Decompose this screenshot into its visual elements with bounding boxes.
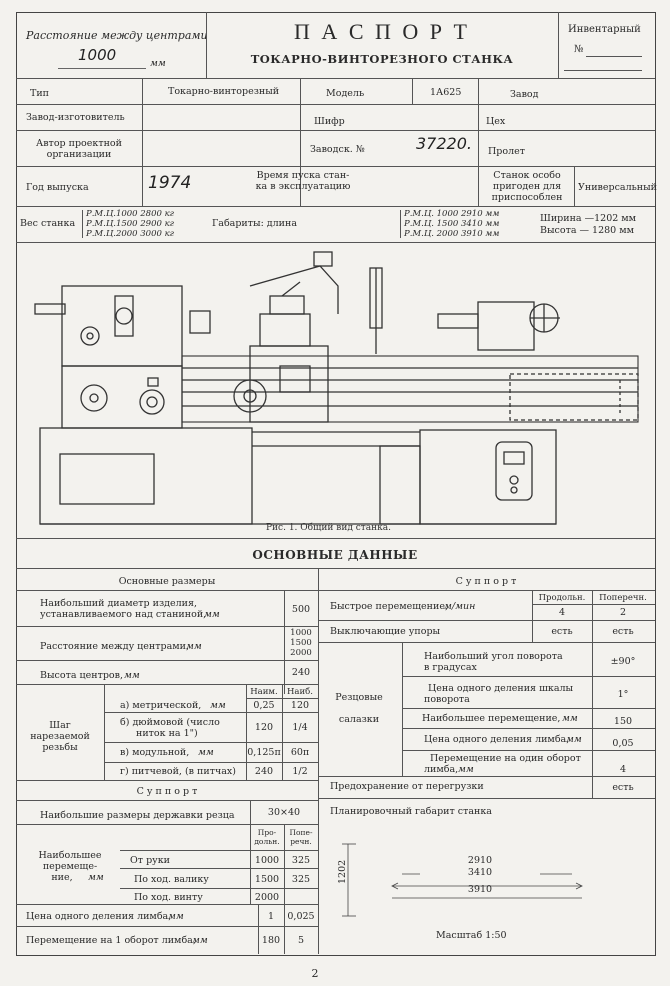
slide-dial-unit: мм xyxy=(566,734,582,745)
inventory-no-label: № xyxy=(574,44,584,55)
holder-label: Наибольшие размеры державки резца xyxy=(40,810,235,821)
slide-label-1: Резцовые xyxy=(335,692,383,703)
travel-shaft-cross: 325 xyxy=(291,874,311,885)
width-value: Ширина —1202 мм xyxy=(540,213,637,224)
layout-label: Планировочный габарит станка xyxy=(330,806,492,817)
max-diam-value: 500 xyxy=(291,604,311,615)
thread-inch-label: б) дюймовой (число xyxy=(120,717,220,728)
maker-label: Завод-изготовитель xyxy=(26,112,125,123)
type-label: Тип xyxy=(30,88,49,99)
travel-hand-cross: 325 xyxy=(291,855,311,866)
slide-angle-label-2: в градусах xyxy=(424,662,477,673)
weight-row-2: Р.М.Ц.1500 2900 кг xyxy=(86,219,174,229)
travel-screw-label: По ход. винту xyxy=(134,892,203,903)
slide-turn-label: Перемещение на один оборот xyxy=(430,753,581,764)
year-label: Год выпуска xyxy=(26,182,89,193)
start-label-2: ка в эксплуатацию xyxy=(255,181,351,192)
thread-inch-min: 120 xyxy=(254,722,274,733)
model-label: Модель xyxy=(326,88,365,99)
author-label-1: Автор проектной xyxy=(36,138,122,149)
thread-col-max: Наиб. xyxy=(287,687,313,697)
special-label-2: пригоден для xyxy=(492,181,562,192)
thread-pitch-max: 1/2 xyxy=(292,766,308,777)
center-dist-unit: мм xyxy=(186,641,202,652)
travel-col-cross-1: Попе- xyxy=(289,828,313,837)
main-title-line xyxy=(16,568,655,569)
max-diam-label-1: Наибольший диаметр изделия, xyxy=(40,598,198,609)
travel-shaft-label: По ход. валику xyxy=(134,874,209,885)
slide-label-2: салазки xyxy=(338,714,380,725)
slide-turn-value: 4 xyxy=(619,764,627,775)
thread-col-min: Наим. xyxy=(250,687,278,697)
travel-unit: мм xyxy=(88,872,104,883)
figure-bottom-line xyxy=(16,538,655,539)
thread-label-2: нарезаемой xyxy=(30,731,90,742)
length-bracket xyxy=(400,210,401,238)
travel-col-cross-2: речн. xyxy=(290,837,312,846)
thread-module-min: 0,125π xyxy=(247,747,281,758)
center-dist-label: Расстояние между центрами, xyxy=(40,641,189,652)
travel-col-long-1: Про- xyxy=(257,828,277,837)
weight-row-3: Р.М.Ц.2000 3000 кг xyxy=(86,229,174,239)
grid-line-1 xyxy=(16,104,655,105)
headstock xyxy=(62,286,182,366)
author-label-2: организации xyxy=(46,149,112,160)
gearbox xyxy=(62,366,182,428)
figure-caption: Рис. 1. Общий вид станка. xyxy=(266,523,391,533)
dial-div-long: 1 xyxy=(267,911,275,922)
scale-label: Масштаб 1:50 xyxy=(436,930,507,941)
thread-metric-unit: мм xyxy=(210,700,226,711)
length-row-2: Р.М.Ц. 1500 3410 мм xyxy=(404,219,500,229)
grid-line-2 xyxy=(16,130,655,131)
dial-turn-long: 180 xyxy=(261,935,281,946)
thread-module-unit: мм xyxy=(198,747,214,758)
slide-angle-value: ±90° xyxy=(610,656,636,667)
model-value: 1А625 xyxy=(430,87,462,98)
length-row-3: Р.М.Ц. 2000 3910 мм xyxy=(404,229,500,239)
slide-scale-label: Цена одного деления шкалы xyxy=(428,683,574,694)
rapid-unit: м/мин xyxy=(444,601,476,612)
stops-cross: есть xyxy=(612,626,634,637)
stops-label: Выключающие упоры xyxy=(330,626,441,637)
carriage-apron xyxy=(250,346,328,422)
dial-div-cross: 0,025 xyxy=(287,911,315,922)
grid-v-5 xyxy=(574,166,575,206)
main-title: ОСНОВНЫЕ ДАННЫЕ xyxy=(252,548,418,562)
max-diam-label-2: устанавливаемого над станиной, xyxy=(40,609,207,620)
slide-turn-unit: мм xyxy=(458,764,474,775)
dial-turn-label: Перемещение на 1 оборот лимба, xyxy=(26,935,196,946)
inventory-line-1 xyxy=(586,56,642,57)
center-dist-1000: 1000 xyxy=(290,628,312,638)
special-value: Универсальный xyxy=(578,182,657,193)
dial-div-label: Цена одного деления лимба, xyxy=(26,911,172,922)
weight-row-1: Р.М.Ц.1000 2800 кг xyxy=(86,209,174,219)
thread-metric-min: 0,25 xyxy=(253,700,275,711)
layout-length-3410: 3410 xyxy=(420,867,540,878)
distance-label: Расстояние между центрами xyxy=(26,29,208,42)
layout-dimension-sketch xyxy=(332,830,652,930)
left-section-title: Основные размеры xyxy=(118,576,216,587)
slide-scale-label-2: поворота xyxy=(424,694,470,705)
dial-turn-unit: мм xyxy=(192,935,208,946)
distance-underline xyxy=(58,68,146,69)
center-height-value: 240 xyxy=(291,667,311,678)
right-cabinet xyxy=(420,430,556,524)
overload-label: Предохранение от перегрузки xyxy=(330,781,484,792)
slide-angle-label: Наибольший угол поворота xyxy=(424,651,563,662)
center-height-label: Высота центров, xyxy=(40,670,124,681)
max-diam-unit: мм xyxy=(204,609,220,620)
passport-title: П А С П О Р Т xyxy=(294,19,470,44)
slide-travel-unit: мм xyxy=(562,713,578,724)
slide-dial-label: Цена одного деления лимба, xyxy=(424,734,570,745)
layout-length-2910: 2910 xyxy=(467,855,493,866)
page-number: 2 xyxy=(311,967,319,980)
right-col-long: Продольн. xyxy=(538,593,586,603)
lathe-drawing xyxy=(20,246,650,536)
start-label-1: Время пуска стан- xyxy=(256,170,350,181)
code-label: Шифр xyxy=(314,116,345,127)
left-support-title: С у п п о р т xyxy=(136,786,198,797)
travel-label-2: перемеще- xyxy=(42,861,98,872)
header-divider-right xyxy=(558,12,559,78)
center-dist-1500: 1500 xyxy=(290,638,312,648)
slide-travel-label: Наибольшее перемещение, xyxy=(422,713,561,724)
travel-label-1: Наибольшее xyxy=(38,850,102,861)
travel-col-long-2: дольн. xyxy=(254,837,280,846)
grid-v-3 xyxy=(412,78,413,104)
speed-dial-icon xyxy=(116,308,132,324)
dial-turn-cross: 5 xyxy=(297,935,305,946)
thread-metric-max: 120 xyxy=(290,700,310,711)
slide-turn-label-2: лимба, xyxy=(424,764,459,775)
slide-dial-value: 0,05 xyxy=(612,738,634,749)
special-label-1: Станок особо xyxy=(493,170,561,181)
lamp-icon xyxy=(314,252,332,266)
grid-v-4 xyxy=(478,78,479,206)
holder-value: 30×40 xyxy=(267,807,301,818)
dims-label: Габариты: длина xyxy=(212,218,297,229)
grid-top-line xyxy=(16,78,655,79)
type-value: Токарно-винторезный xyxy=(168,86,280,97)
grid-line-3 xyxy=(16,166,655,167)
travel-screw-long: 2000 xyxy=(254,892,280,903)
layout-width-value: 1202 xyxy=(337,859,348,884)
thread-inch-max: 1/4 xyxy=(292,722,308,733)
tailstock xyxy=(478,302,534,350)
serial-value: 37220. xyxy=(416,134,472,153)
year-value: 1974 xyxy=(148,173,192,193)
travel-hand-long: 1000 xyxy=(254,855,280,866)
height-value: Высота — 1280 мм xyxy=(540,225,635,236)
slide-travel-value: 150 xyxy=(613,716,633,727)
grid-v-1 xyxy=(142,78,143,206)
left-cabinet xyxy=(40,428,252,524)
overload-value: есть xyxy=(612,782,634,793)
middle-divider xyxy=(318,568,319,954)
travel-hand-label: От руки xyxy=(130,855,171,866)
length-row-1: Р.М.Ц. 1000 2910 мм xyxy=(404,209,500,219)
slide-scale-value: 1° xyxy=(617,689,629,700)
center-height-unit: мм xyxy=(124,670,140,681)
layout-length-3910: 3910 xyxy=(467,884,493,895)
thread-label-1: Шаг xyxy=(49,720,71,731)
thread-inch-label-2: ниток на 1") xyxy=(136,728,198,739)
distance-unit: мм xyxy=(150,58,166,69)
right-section-title: С у п п о р т xyxy=(455,576,517,587)
travel-shaft-long: 1500 xyxy=(254,874,280,885)
weight-label: Вес станка xyxy=(20,218,76,229)
thread-label-3: резьбы xyxy=(42,742,78,753)
bay-label: Пролет xyxy=(488,146,525,157)
inventory-line-2 xyxy=(564,70,642,71)
distance-value: 1000 xyxy=(78,46,117,64)
dial-div-unit: мм xyxy=(168,911,184,922)
machine-subtitle: ТОКАРНО-ВИНТОРЕЗНОГО СТАНКА xyxy=(250,52,514,66)
thread-module-label: в) модульной, xyxy=(120,747,190,758)
thread-pitch-min: 240 xyxy=(254,766,274,777)
plant-label: Завод xyxy=(510,89,539,100)
inventory-label: Инвентарный xyxy=(568,24,641,35)
thread-module-max: 60π xyxy=(290,747,310,758)
grid-line-5 xyxy=(16,242,655,243)
right-col-cross: Поперечн. xyxy=(599,593,647,603)
serial-label: Заводск. № xyxy=(310,144,365,155)
special-label-3: приспособлен xyxy=(491,192,563,203)
shop-label: Цех xyxy=(486,116,506,127)
thread-metric-label: а) метрической, xyxy=(120,700,202,711)
stops-long: есть xyxy=(551,626,573,637)
rapid-cross: 2 xyxy=(619,607,627,618)
grid-line-4 xyxy=(16,206,655,207)
rapid-long: 4 xyxy=(558,607,566,618)
thread-pitch-label: г) питчевой, (в питчах) xyxy=(120,766,236,777)
travel-label-3: ние, xyxy=(51,872,73,883)
rapid-label: Быстрое перемещение, xyxy=(330,601,448,612)
center-dist-2000: 2000 xyxy=(290,648,312,658)
weight-bracket xyxy=(82,210,83,238)
